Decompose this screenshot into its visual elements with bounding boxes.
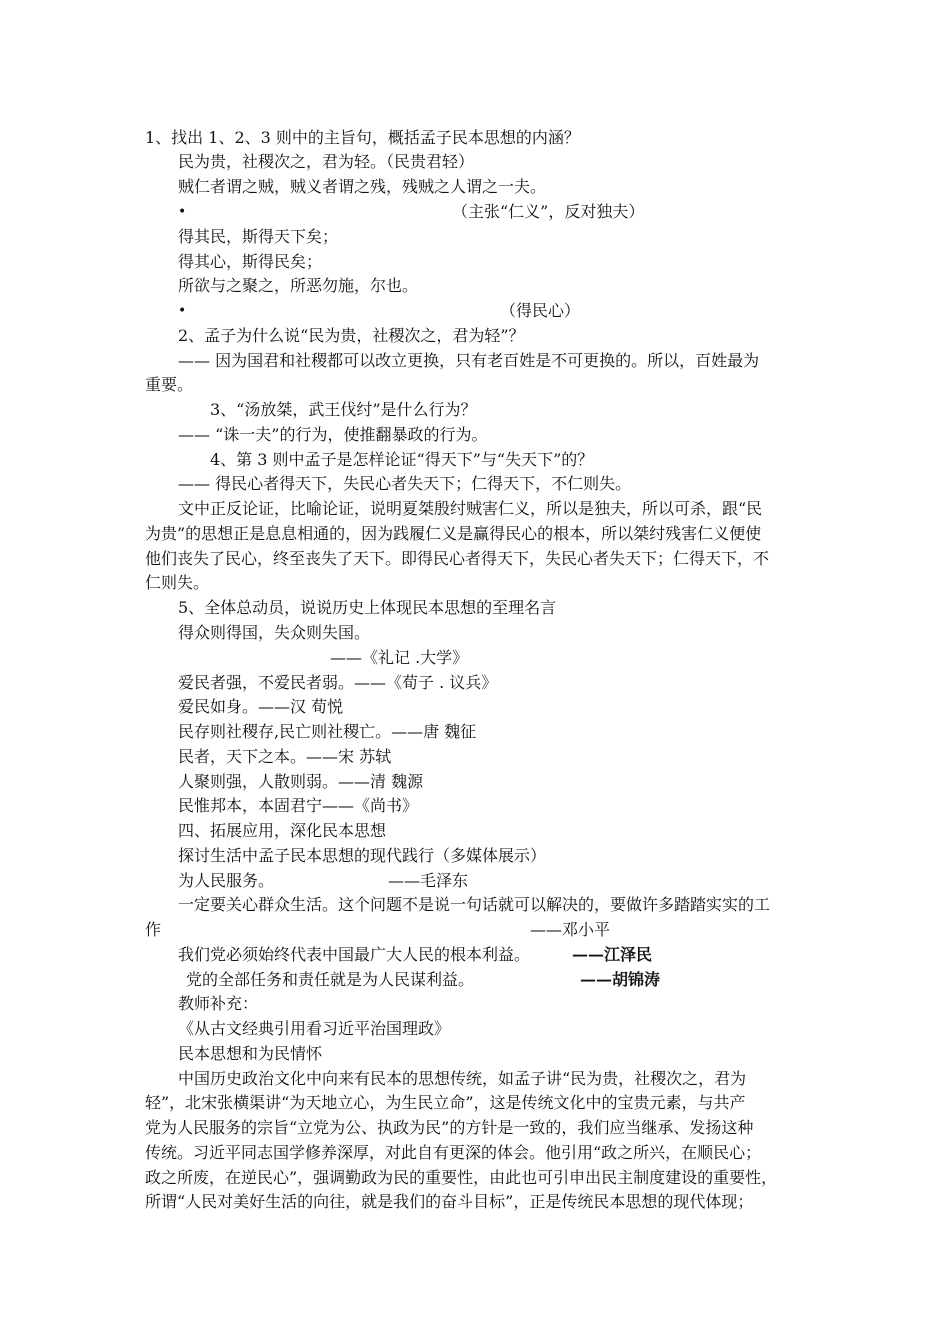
- maxim: 人聚则强，人散则弱。——清 魏源: [178, 772, 424, 791]
- bullet-marker: •: [178, 204, 187, 220]
- question-4: 4、第 3 则中孟子是怎样论证“得天下”与“失天下”的？: [210, 450, 594, 469]
- text-line: 探讨生活中孟子民本思想的现代践行（多媒体展示）: [178, 846, 547, 865]
- quote-line: 民为贵，社稷次之，君为轻。（民贵君轻）: [178, 152, 475, 171]
- paragraph-line: 仁则失。: [145, 573, 210, 592]
- answer-text: —— 得民心者得天下，失民心者失天下；仁得天下，不仁则失。: [178, 474, 632, 493]
- paragraph-line: 为贵”的思想正是息息相通的，因为践履仁义是赢得民心的根本，所以桀纣残害仁义便使: [145, 524, 762, 543]
- quote-source: ——江泽民: [572, 945, 653, 964]
- quote-line: 所欲与之聚之，所恶勿施，尔也。: [178, 276, 419, 295]
- paragraph-line: 所谓“人民对美好生活的向往，就是我们的奋斗目标”，正是传统民本思想的现代体现；: [145, 1192, 754, 1211]
- annotation: （得民心）: [500, 301, 581, 320]
- quote-line: 得其民，斯得天下矣；: [178, 227, 339, 246]
- quote-line: 一定要关心群众生活。这个问题不是说一句话就可以解决的，要做许多踏踏实实的工: [178, 895, 771, 914]
- maxim-source: ——《礼记 .大学》: [330, 648, 469, 667]
- maxim: 得众则得国，失众则失国。: [178, 623, 371, 642]
- paragraph-line: 中国历史政治文化中向来有民本的思想传统，如孟子讲“民为贵，社稷次之，君为: [178, 1069, 747, 1088]
- paragraph-line: 党为人民服务的宗旨“立党为公、执政为民”的方针是一致的，我们应当继承、发扬这种: [145, 1118, 754, 1137]
- maxim: 爱民者强，不爱民者弱。——《荀子 . 议兵》: [178, 673, 498, 692]
- bullet-marker: •: [178, 303, 187, 319]
- question-5: 5、全体总动员，说说历史上体现民本思想的至理名言: [178, 598, 557, 617]
- quote-line: 贼仁者谓之贼，贼义者谓之残，残贼之人谓之一夫。: [178, 177, 547, 196]
- maxim: 爱民如身。——汉 荀悦: [178, 697, 344, 716]
- quote-source: ——邓小平: [530, 920, 611, 939]
- quote-line: 党的全部任务和责任就是为人民谋利益。: [186, 970, 475, 989]
- paragraph-line: 政之所废，在逆民心”，强调勤政为民的重要性，由此也可引申出民主制度建设的重要性，: [145, 1168, 778, 1187]
- quote-line: 我们党必须始终代表中国最广大人民的根本利益。: [178, 945, 531, 964]
- question-2: 2、孟子为什么说“民为贵，社稷次之，君为轻”？: [178, 326, 525, 345]
- maxim: 民惟邦本，本固君宁——《尚书》: [178, 796, 419, 815]
- paragraph-line: 文中正反论证，比喻论证，说明夏桀殷纣贼害仁义，所以是独夫，所以可杀，跟“民: [178, 499, 763, 518]
- section-heading: 四、拓展应用，深化民本思想: [178, 821, 387, 840]
- maxim: 民者，天下之本。——宋 苏轼: [178, 747, 392, 766]
- quote-source: ——胡锦涛: [580, 970, 661, 989]
- paragraph-line: 他们丧失了民心，终至丧失了天下。即得民心者得天下，失民心者失天下；仁得天下，不: [145, 549, 770, 568]
- question-3: 3、“汤放桀，武王伐纣”是什么行为？: [210, 400, 477, 419]
- paragraph-line: 轻”，北宋张横渠讲“为天地立心，为生民立命”，这是传统文化中的宝贵元素，与共产: [145, 1093, 746, 1112]
- subheading: 民本思想和为民情怀: [178, 1044, 323, 1063]
- paragraph-line: 传统。习近平同志国学修养深厚，对此自有更深的体会。他引用“政之所兴，在顺民心；: [145, 1143, 762, 1162]
- text-line: 教师补充：: [178, 994, 259, 1013]
- book-title: 《从古文经典引用看习近平治国理政》: [178, 1019, 451, 1038]
- annotation: （主张“仁义”，反对独夫）: [452, 202, 645, 221]
- quote-line: 作: [145, 920, 162, 939]
- answer-text: 重要。: [145, 375, 194, 394]
- answer-text: —— “诛一夫”的行为，使推翻暴政的行为。: [178, 425, 488, 444]
- answer-text: —— 因为国君和社稷都可以改立更换，只有老百姓是不可更换的。所以，百姓最为: [178, 351, 760, 370]
- quote-line: 为人民服务。: [178, 871, 275, 890]
- maxim: 民存则社稷存,民亡则社稷亡。——唐 魏征: [178, 722, 477, 741]
- quote-source: ——毛泽东: [388, 871, 469, 890]
- quote-line: 得其心，斯得民矣；: [178, 252, 323, 271]
- question-1: 1、找出 1、2、3 则中的主旨句，概括孟子民本思想的内涵？: [145, 128, 580, 147]
